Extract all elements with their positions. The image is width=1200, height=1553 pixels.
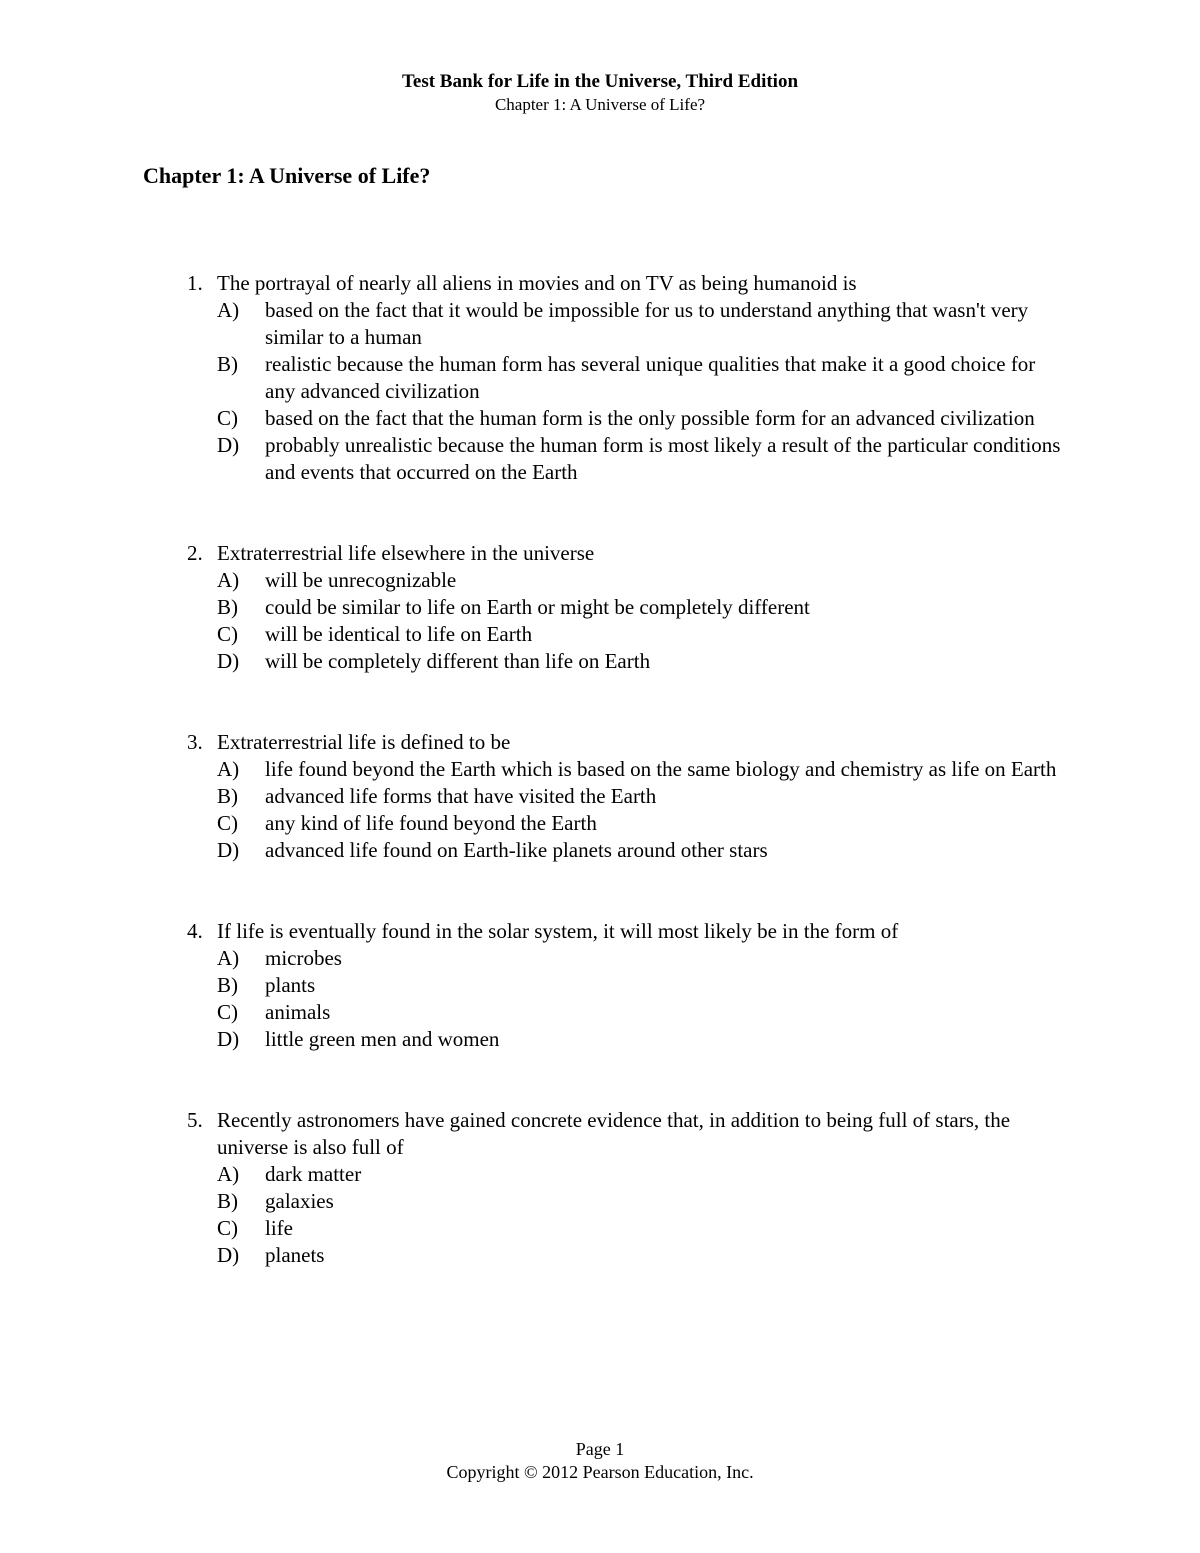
question-item [187,270,1067,486]
answer-option [217,999,1067,1026]
option-text: based on the fact that the human form is the only possible form for an advanced civilization [265,406,1035,430]
page-number: Page 1 [575,1439,625,1459]
answer-option [217,1215,1067,1242]
question-item [187,729,1067,864]
answer-option [217,1242,1067,1269]
question-list [187,270,1067,1323]
question-stem: The portrayal of nearly all aliens in movies and on TV as being humanoid is [217,271,857,295]
option-letter: D) [217,838,240,862]
question-line [187,1107,1067,1161]
question-item [187,1107,1067,1269]
answer-option [217,621,1067,648]
answer-option [217,351,1067,405]
answer-option [217,1188,1067,1215]
answer-option [217,945,1067,972]
answer-option [217,810,1067,837]
option-text: microbes [265,946,342,970]
question-number: 1. [187,271,203,295]
question-stem: Extraterrestrial life elsewhere in the universe [217,541,595,565]
question-number: 2. [187,541,203,565]
option-letter: A) [217,1162,240,1186]
question-line [187,918,1067,945]
option-text: galaxies [265,1189,334,1213]
option-text: life [265,1216,293,1240]
option-letter: B) [217,595,238,619]
option-letter: C) [217,1216,238,1240]
answer-options [187,1161,1067,1269]
answer-option [217,567,1067,594]
option-text: will be identical to life on Earth [265,622,533,646]
option-letter: D) [217,1027,240,1051]
option-text: advanced life forms that have visited the Earth [265,784,657,808]
option-text: based on the fact that it would be impossible for us to understand anything that wasn't very similar to a human [265,298,1029,349]
page-footer [0,1438,1200,1484]
answer-options [187,567,1067,675]
option-letter: A) [217,568,240,592]
header-subtitle: Chapter 1: A Universe of Life? [494,95,706,114]
answer-option [217,972,1067,999]
option-text: probably unrealistic because the human form is most likely a result of the particular conditions and events that occurred on the Earth [265,433,1061,484]
option-letter: D) [217,433,240,457]
answer-option [217,405,1067,432]
option-letter: C) [217,1000,238,1024]
answer-option [217,756,1067,783]
option-text: animals [265,1000,331,1024]
option-text: could be similar to life on Earth or might be completely different [265,595,810,619]
answer-option [217,594,1067,621]
option-text: planets [265,1243,325,1267]
question-number: 3. [187,730,203,754]
question-line [187,540,1067,567]
option-letter: A) [217,757,240,781]
option-letter: D) [217,1243,240,1267]
option-text: will be unrecognizable [265,568,457,592]
question-stem: If life is eventually found in the solar system, it will most likely be in the form of [217,919,899,943]
option-text: advanced life found on Earth-like planets around other stars [265,838,768,862]
answer-option [217,432,1067,486]
option-letter: B) [217,973,238,997]
answer-options [187,297,1067,486]
answer-option [217,837,1067,864]
question-number: 5. [187,1108,203,1132]
page-header [0,70,1200,116]
option-letter: C) [217,811,238,835]
chapter-heading: Chapter 1: A Universe of Life? [143,163,431,188]
option-letter: B) [217,352,238,376]
question-stem: Recently astronomers have gained concrete evidence that, in addition to being full of stars, the universe is also full of [217,1108,1011,1159]
option-text: life found beyond the Earth which is based on the same biology and chemistry as life on Earth [265,757,1057,781]
answer-options [187,945,1067,1053]
question-line [187,270,1067,297]
option-text: realistic because the human form has several unique qualities that make it a good choice for any advanced civilization [265,352,1036,403]
option-text: little green men and women [265,1027,500,1051]
option-letter: B) [217,784,238,808]
question-stem: Extraterrestrial life is defined to be [217,730,511,754]
answer-options [187,756,1067,864]
option-letter: D) [217,649,240,673]
question-line [187,729,1067,756]
answer-option [217,297,1067,351]
option-text: any kind of life found beyond the Earth [265,811,597,835]
option-text: will be completely different than life on Earth [265,649,651,673]
option-letter: C) [217,406,238,430]
option-text: dark matter [265,1162,362,1186]
option-letter: C) [217,622,238,646]
option-text: plants [265,973,316,997]
header-title: Test Bank for Life in the Universe, Third Edition [401,71,799,92]
answer-option [217,648,1067,675]
copyright-notice: Copyright © 2012 Pearson Education, Inc. [446,1462,754,1482]
question-item [187,918,1067,1053]
option-letter: B) [217,1189,238,1213]
answer-option [217,1026,1067,1053]
question-item [187,540,1067,675]
option-letter: A) [217,946,240,970]
answer-option [217,783,1067,810]
question-number: 4. [187,919,203,943]
option-letter: A) [217,298,240,322]
answer-option [217,1161,1067,1188]
